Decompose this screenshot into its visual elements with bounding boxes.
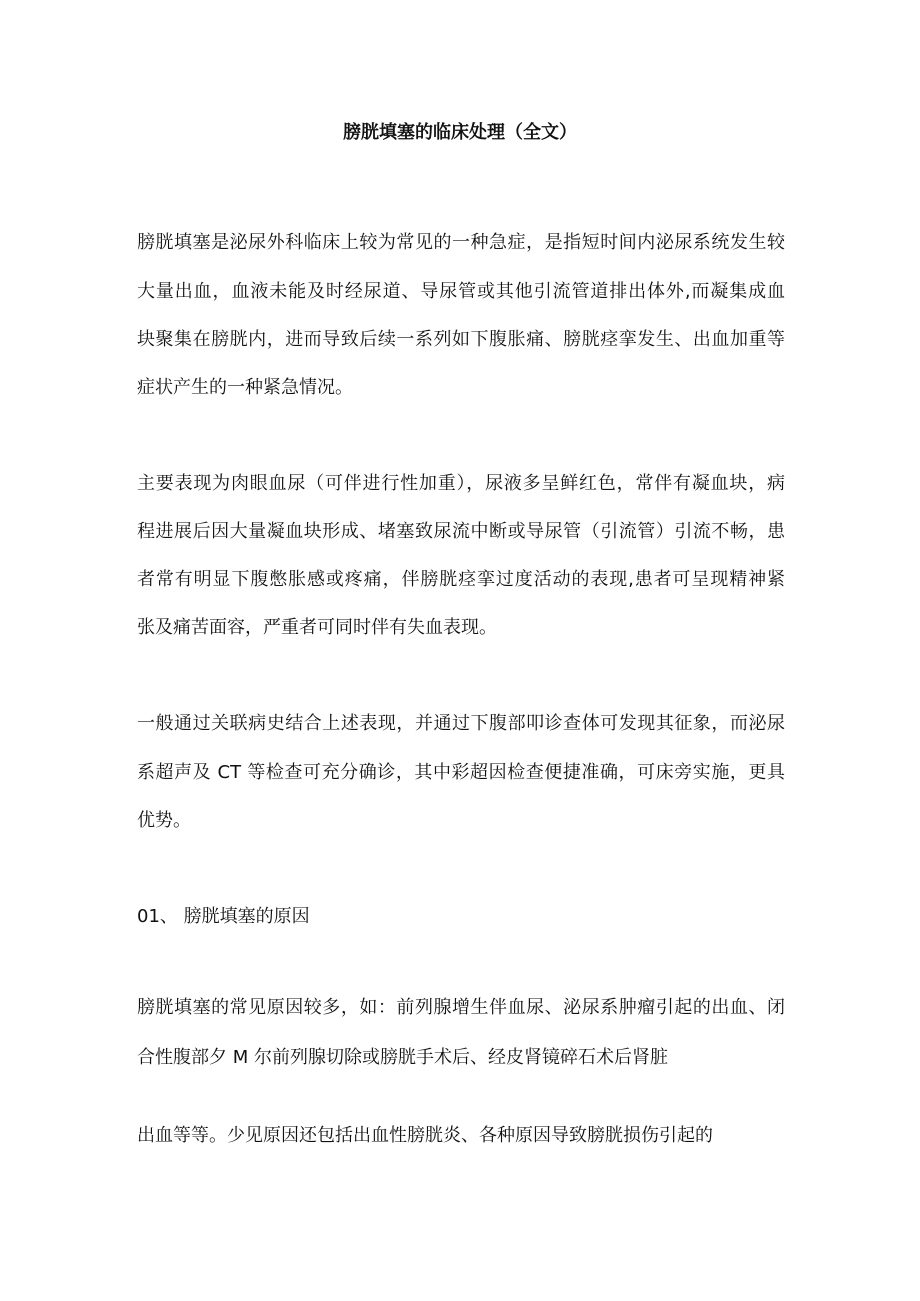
paragraph-line: 大量出血，血液未能及时经尿道、导尿管或其他引流管道排出体外,而凝集成血 [137, 281, 785, 302]
paragraph-line: 症状产生的一种紧急情况。 [137, 377, 353, 398]
paragraph-line: 合性腹部夕 M 尔前列腺切除或膀胱手术后、经皮肾镜碎石术后肾脏 [137, 1047, 668, 1068]
paragraph-line: 优势。 [137, 810, 191, 831]
document-title: 膀胱填塞的临床处理（全文） [343, 122, 577, 143]
paragraph-line: 膀胱填塞是泌尿外科临床上较为常见的一种急症，是指短时间内泌尿系统发生较 [137, 232, 785, 253]
paragraph-line: 程进展后因大量凝血块形成、堵塞致尿流中断或导尿管（引流管）引流不畅，患 [137, 521, 785, 542]
paragraph-line: 出血等等。少见原因还包括出血性膀胱炎、各种原因导致膀胱损伤引起的 [137, 1125, 713, 1146]
paragraph-line: 系超声及 CT 等检查可充分确诊，其中彩超因检查便捷准确，可床旁实施，更具 [137, 762, 785, 783]
paragraph-line: 块聚集在膀胱内，进而导致后续一系列如下腹胀痛、膀胱痉挛发生、出血加重等 [137, 329, 785, 350]
paragraph-line: 主要表现为肉眼血尿（可伴进行性加重），尿液多呈鲜红色，常伴有凝血块，病 [137, 473, 785, 494]
paragraph-line: 张及痛苦面容，严重者可同时伴有失血表现。 [137, 617, 497, 638]
paragraph-line: 者常有明显下腹憋胀感或疼痛，伴膀胱痉挛过度活动的表现,患者可呈现精神紧 [137, 569, 785, 590]
paragraph-line: 一般通过关联病史结合上述表现，并通过下腹部叩诊查体可发现其征象，而泌尿 [137, 713, 785, 734]
paragraph-line: 膀胱填塞的常见原因较多，如：前列腺增生伴血尿、泌尿系肿瘤引起的出血、闭 [137, 997, 785, 1018]
section-heading: 01、 膀胱填塞的原因 [137, 906, 310, 927]
